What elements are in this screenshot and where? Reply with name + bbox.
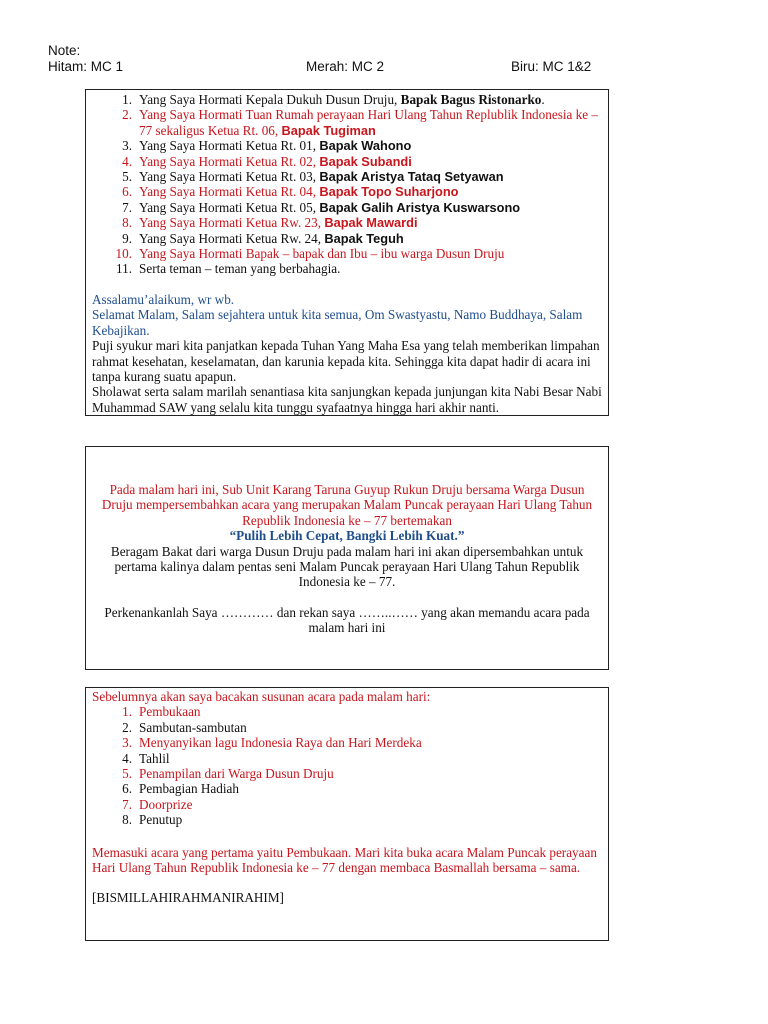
list-item: 3. Menyanyikan lagu Indonesia Raya dan Hari Merdeka [122,735,422,751]
list-item: 6. Yang Saya Hormati Ketua Rt. 04, Bapak Topo Suharjono [122,184,459,200]
list-item: 3. Yang Saya Hormati Ketua Rt. 01, Bapak Wahono [122,138,412,154]
list-item: 10. Yang Saya Hormati Bapak – bapak dan Ibu – ibu warga Dusun Druju [115,246,505,262]
list-item: 2. Sambutan-sambutan [122,719,247,735]
legend-black: Hitam: MC 1 [48,59,124,74]
talent-text: Beragam Bakat dari warga Dusun Druju pada malam hari ini akan dipersembahkan untuk pertama kalinya dalam pentas seni Malam Puncak perayaan Hari Ulang Tahun Republik Indonesia ke – 77. [110,543,584,590]
list-item: 8. Yang Saya Hormati Ketua Rw. 23, Bapak Mawardi [122,215,418,231]
legend-red: Merah: MC 2 [306,59,385,74]
puji-syukur: Puji syukur mari kita panjatkan kepada Tuhan Yang Maha Esa yang telah memberikan limpahan rahmat kesehatan, keselamatan, dan karunia kepada kita. Sehingga kita dapat hadir di acara ini tanpa kurang suatu apapun. [92,338,600,384]
agenda-box [85,687,609,941]
mc-introduction: Perkenankanlah Saya ………… dan rekan saya ……..…… yang akan memandu acara pada malam hari ini [104,604,590,636]
agenda-intro: Sebelumnya akan saya bacakan susunan acara pada malam hari: [92,689,431,704]
opening-instruction: Memasuki acara yang pertama yaitu Pembukaan. Mari kita buka acara Malam Puncak perayaan Hari Ulang Tahun Republik Indonesia ke – 77 dengan membaca Basmallah bersama – sama. [92,844,597,876]
salam-universal: Selamat Malam, Salam sejahtera untuk kita semua, Om Swastyastu, Namo Buddhaya, Salam Kebajikan. [92,307,583,338]
list-item: 9. Yang Saya Hormati Ketua Rw. 24, Bapak Teguh [122,230,404,246]
list-item: 7. Doorprize [122,796,193,812]
list-item: 2. Yang Saya Hormati Tuan Rumah perayaan Hari Ulang Tahun Replublik Indonesia ke – 77 sekaligus Ketua Rt. 06, Bapak Tugiman [122,107,598,138]
theme-box [85,446,609,670]
note-label: Note: [48,43,81,58]
list-item: 5. Yang Saya Hormati Ketua Rt. 03, Bapak Aristya Tataq Setyawan [122,169,504,185]
list-item: 5. Penampilan dari Warga Dusun Druju [122,766,334,782]
list-item: 11. Serta teman – teman yang berbahagia. [116,261,341,277]
list-item: 4. Yang Saya Hormati Ketua Rt. 02, Bapak Subandi [122,153,412,169]
list-item: 8. Penutup [122,812,183,828]
greetings-box [85,89,609,416]
legend-blue: Biru: MC 1&2 [511,59,592,74]
sholawat: Sholawat serta salam marilah senantiasa kita sanjungkan kepada junjungan kita Nabi Besar Nabi Muhammad SAW yang selalu kita tunggu syafaatnya hingga hari akhir nanti. [92,384,602,415]
list-item: 1. Pembukaan [122,704,201,720]
theme-quote: “Pulih Lebih Cepat, Bangki Lebih Kuat.” [229,528,465,544]
list-item: 7. Yang Saya Hormati Ketua Rt. 05, Bapak Galih Aristya Kuswarsono [122,199,521,215]
intro-text: Pada malam hari ini, Sub Unit Karang Taruna Guyup Rukun Druju bersama Warga Dusun Druju mempersembahkan acara yang merupakan Malam Puncak perayaan Hari Ulang Tahun Republik Indonesia ke – 77 bertemakan [101,482,593,528]
honorifics-list [92,92,602,277]
salam-opening: Assalamu’alaikum, wr wb. [92,291,235,307]
agenda-list [92,704,602,827]
list-item: 4. Tahlil [122,750,170,766]
list-item: 1. Yang Saya Hormati Kepala Dukuh Dusun Druju, Bapak Bagus Ristonarko. [122,92,545,107]
basmalah-cue: [BISMILLAHIRAHMANIRAHIM] [92,890,284,906]
list-item: 6. Pembagian Hadiah [122,781,239,797]
